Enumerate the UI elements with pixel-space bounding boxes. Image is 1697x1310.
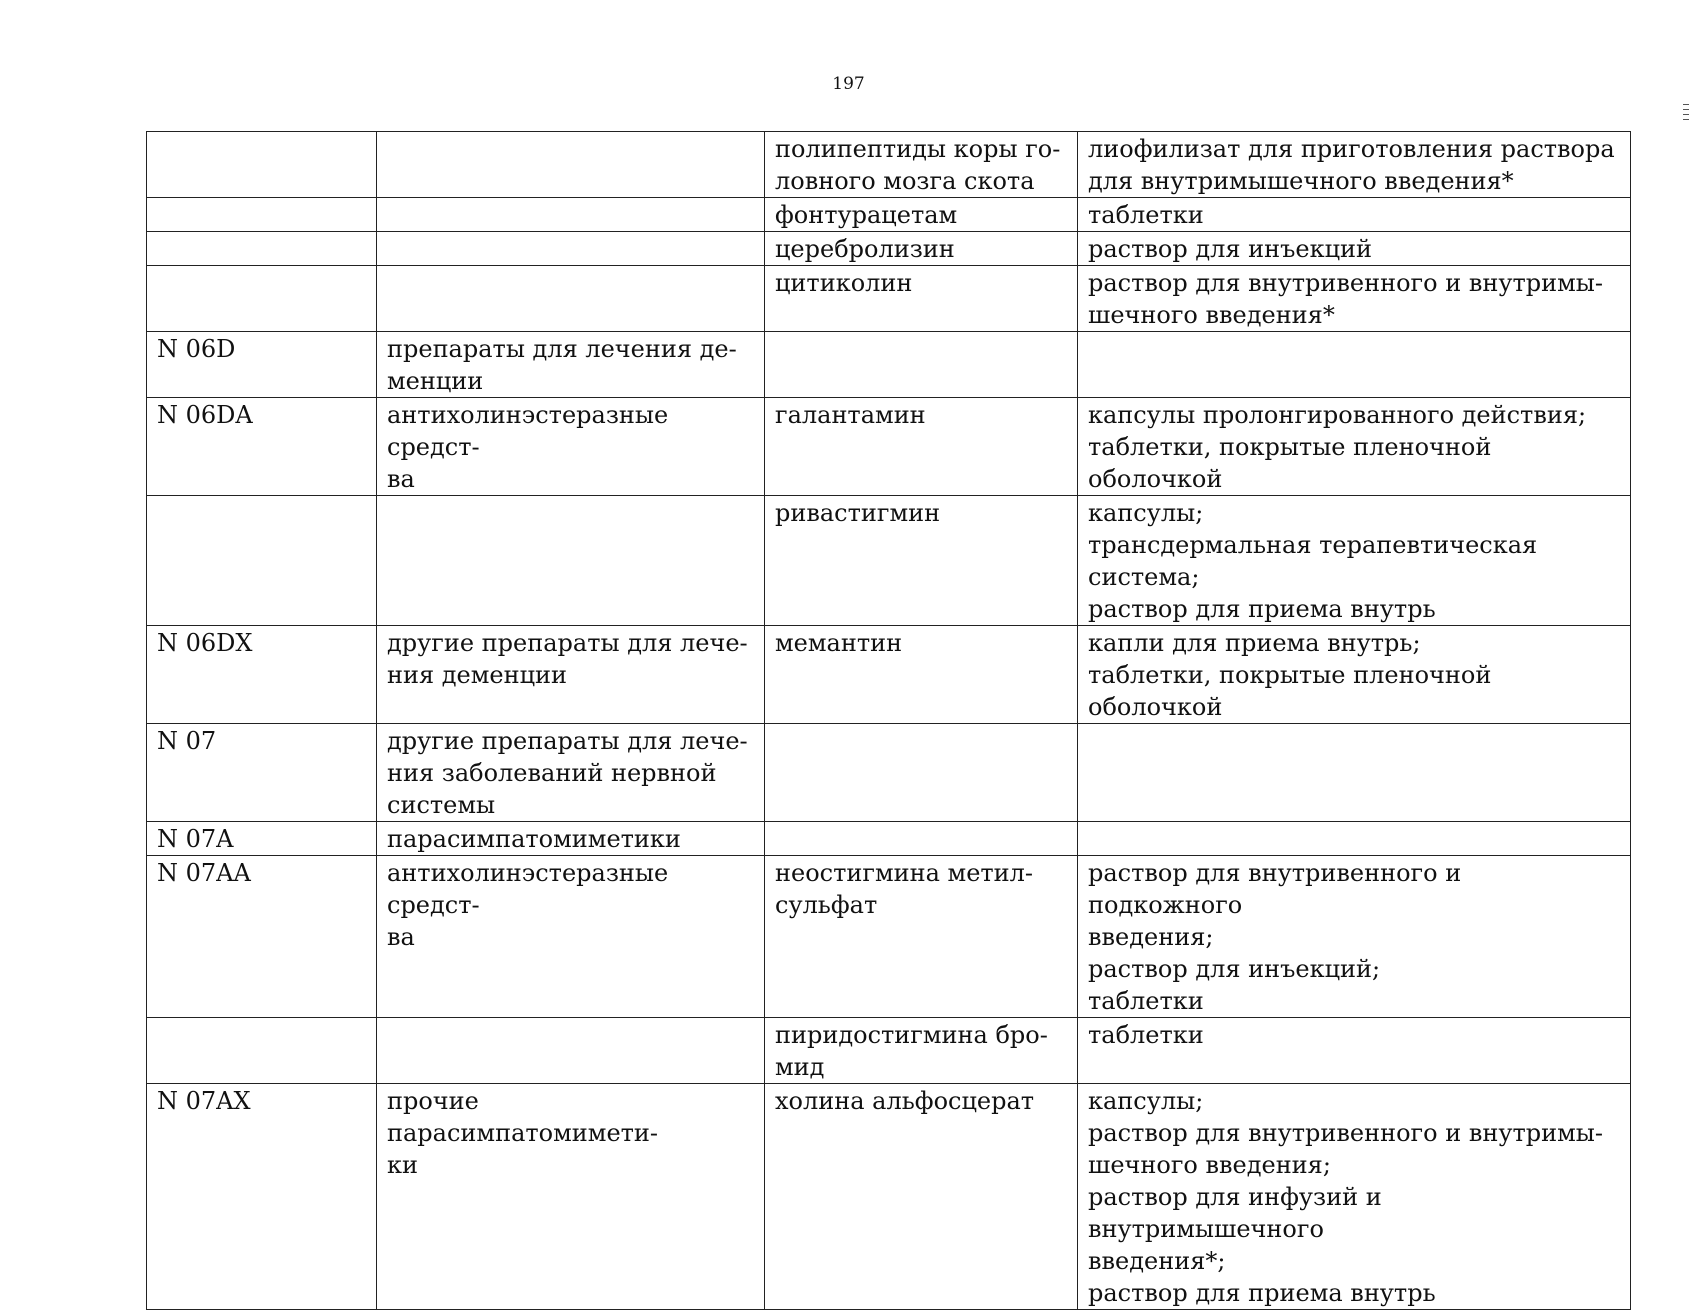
table-row [147, 198, 1631, 232]
atc-code-cell [147, 496, 377, 626]
atc-code-cell [147, 266, 377, 332]
drug-name-cell: полипептиды коры го- ловного мозга скота [765, 132, 1078, 198]
table-row [147, 496, 1631, 626]
dosage-form-cell: таблетки [1078, 1018, 1631, 1084]
table-row [147, 724, 1631, 822]
group-cell: антихолинэстеразные средст- ва [377, 856, 765, 1018]
drug-name-cell [765, 724, 1078, 822]
group-cell [377, 132, 765, 198]
drug-table [146, 131, 1631, 1310]
group-cell: антихолинэстеразные средст- ва [377, 398, 765, 496]
dosage-form-cell: капли для приема внутрь; таблетки, покрытые пленочной оболочкой [1078, 626, 1631, 724]
page-number: 197 [832, 74, 865, 94]
drug-name-cell: мемантин [765, 626, 1078, 724]
group-cell: парасимпатомиметики [377, 822, 765, 856]
group-cell [377, 198, 765, 232]
drug-name-cell: ривастигмин [765, 496, 1078, 626]
table-row [147, 1084, 1631, 1310]
margin-mark [1683, 104, 1689, 120]
drug-name-cell: галантамин [765, 398, 1078, 496]
dosage-form-cell: раствор для инъекций [1078, 232, 1631, 266]
group-cell [377, 496, 765, 626]
dosage-form-cell: капсулы; раствор для внутривенного и внутримы- шечного введения; раствор для инфузий и внутримышечного введения*; раствор для приема внутрь [1078, 1084, 1631, 1310]
dosage-form-cell [1078, 332, 1631, 398]
atc-code-cell [147, 132, 377, 198]
table-row [147, 132, 1631, 198]
drug-name-cell: пиридостигмина бро- мид [765, 1018, 1078, 1084]
table-row [147, 1018, 1631, 1084]
drug-name-cell: фонтурацетам [765, 198, 1078, 232]
group-cell [377, 232, 765, 266]
dosage-form-cell: капсулы; трансдермальная терапевтическая система; раствор для приема внутрь [1078, 496, 1631, 626]
drug-name-cell [765, 332, 1078, 398]
dosage-form-cell [1078, 724, 1631, 822]
group-cell [377, 266, 765, 332]
drug-name-cell: холина альфосцерат [765, 1084, 1078, 1310]
atc-code-cell [147, 1018, 377, 1084]
table-row [147, 398, 1631, 496]
atc-code-cell: N 06DA [147, 398, 377, 496]
table-row [147, 856, 1631, 1018]
table-row [147, 232, 1631, 266]
drug-name-cell: цитиколин [765, 266, 1078, 332]
atc-code-cell: N 06DX [147, 626, 377, 724]
table-row [147, 626, 1631, 724]
atc-code-cell: N 07A [147, 822, 377, 856]
atc-code-cell: N 07AX [147, 1084, 377, 1310]
table-row [147, 822, 1631, 856]
atc-code-cell: N 07 [147, 724, 377, 822]
group-cell: прочие парасимпатомимети- ки [377, 1084, 765, 1310]
dosage-form-cell: таблетки [1078, 198, 1631, 232]
dosage-form-cell: лиофилизат для приготовления раствора для внутримышечного введения* [1078, 132, 1631, 198]
group-cell: препараты для лечения де- менции [377, 332, 765, 398]
dosage-form-cell: раствор для внутривенного и внутримы- шечного введения* [1078, 266, 1631, 332]
group-cell [377, 1018, 765, 1084]
drug-name-cell [765, 822, 1078, 856]
atc-code-cell [147, 198, 377, 232]
group-cell: другие препараты для лече- ния деменции [377, 626, 765, 724]
atc-code-cell: N 07AA [147, 856, 377, 1018]
drug-name-cell: церебролизин [765, 232, 1078, 266]
dosage-form-cell: капсулы пролонгированного действия; таблетки, покрытые пленочной оболочкой [1078, 398, 1631, 496]
atc-code-cell [147, 232, 377, 266]
dosage-form-cell [1078, 822, 1631, 856]
atc-code-cell: N 06D [147, 332, 377, 398]
group-cell: другие препараты для лече- ния заболеваний нервной системы [377, 724, 765, 822]
table-row [147, 266, 1631, 332]
table-row [147, 332, 1631, 398]
dosage-form-cell: раствор для внутривенного и подкожного введения; раствор для инъекций; таблетки [1078, 856, 1631, 1018]
drug-name-cell: неостигмина метил- сульфат [765, 856, 1078, 1018]
